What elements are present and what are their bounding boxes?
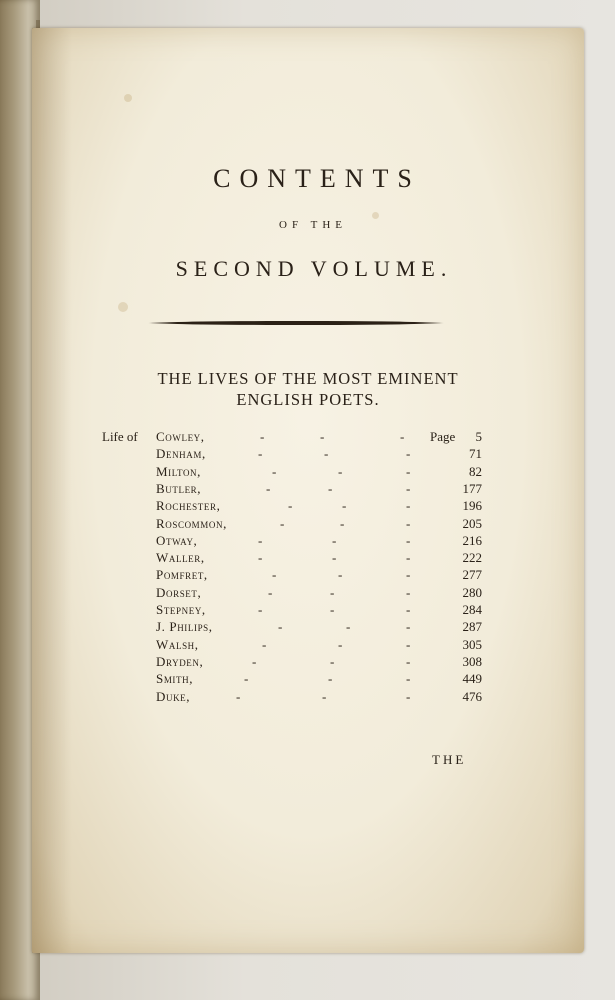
title-of-the: OF THE bbox=[279, 219, 347, 231]
toc-page-number: 196 bbox=[462, 498, 482, 514]
toc-row bbox=[32, 566, 584, 583]
toc-leader-dash: - bbox=[330, 584, 335, 600]
toc-leader-dash: - bbox=[338, 636, 343, 652]
toc-leader-dash: - bbox=[252, 653, 257, 669]
title-volume: SECOND VOLUME. bbox=[175, 256, 453, 281]
toc-leader-dash: - bbox=[268, 584, 273, 600]
toc-leader-dash: - bbox=[406, 653, 411, 669]
catchword: THE bbox=[432, 752, 467, 767]
toc-row bbox=[32, 636, 584, 653]
toc-page-number: 305 bbox=[462, 636, 482, 652]
toc-leader-dash: - bbox=[320, 429, 325, 444]
toc-row bbox=[32, 653, 584, 670]
toc-leader-dash: - bbox=[330, 602, 335, 617]
toc-leader-dash: - bbox=[406, 550, 411, 566]
toc-row bbox=[32, 515, 584, 532]
toc-leader-dash: - bbox=[406, 688, 411, 704]
toc-row bbox=[32, 463, 584, 480]
toc-leader-dash: - bbox=[236, 688, 241, 704]
toc-row bbox=[32, 445, 584, 462]
toc-entry-name: Otway, bbox=[156, 532, 198, 548]
toc-entry-name: Butler, bbox=[156, 480, 202, 496]
toc-leader-dash: - bbox=[406, 463, 411, 479]
toc-entry-name: Waller, bbox=[156, 550, 205, 566]
toc-leader-dash: - bbox=[342, 498, 347, 514]
toc-leader-dash: - bbox=[406, 515, 411, 531]
toc-page-number: 284 bbox=[462, 602, 482, 617]
toc-page-number: 5 bbox=[475, 429, 482, 444]
toc-row bbox=[32, 480, 584, 497]
toc-leader-dash: - bbox=[288, 498, 293, 514]
toc-page-number: 287 bbox=[462, 619, 482, 635]
toc-leader-dash: - bbox=[406, 671, 411, 687]
toc-entry-name: Denham, bbox=[156, 446, 206, 462]
toc-entry-name: Dryden, bbox=[156, 653, 204, 669]
toc-entry-name: Walsh, bbox=[156, 636, 199, 652]
toc-row bbox=[32, 670, 584, 687]
toc-leader-dash: - bbox=[266, 480, 271, 496]
toc-leader-dash: - bbox=[406, 498, 411, 514]
toc-page-number: 449 bbox=[462, 671, 482, 687]
toc-leader-dash: - bbox=[406, 584, 411, 600]
toc-leader-dash: - bbox=[406, 619, 411, 635]
toc-leader-dash: - bbox=[346, 619, 351, 635]
toc-leader-dash: - bbox=[258, 550, 263, 566]
toc-leader-dash: - bbox=[258, 602, 263, 617]
toc-leader-dash: - bbox=[244, 671, 249, 687]
toc-page-number: 277 bbox=[462, 567, 482, 583]
toc-page-number: 71 bbox=[469, 446, 482, 462]
toc-leader-dash: - bbox=[272, 567, 277, 583]
toc-entry-name: Dorset, bbox=[156, 584, 202, 600]
decorative-rule bbox=[148, 321, 444, 325]
toc-page-number: 280 bbox=[462, 584, 482, 600]
toc-leader-dash: - bbox=[340, 515, 345, 531]
section-heading-line-1: THE LIVES OF THE MOST EMINENT bbox=[157, 369, 459, 388]
toc-leader-dash: - bbox=[406, 446, 411, 462]
toc-leader-dash: - bbox=[406, 480, 411, 496]
toc-page-number: 308 bbox=[462, 653, 482, 669]
toc-leader-dash: - bbox=[280, 515, 285, 531]
toc-row bbox=[32, 497, 584, 514]
toc-entry-name: Smith, bbox=[156, 671, 194, 687]
toc-leader-dash: - bbox=[406, 567, 411, 583]
toc-leader-dash: - bbox=[258, 446, 263, 462]
toc-leader-dash: - bbox=[338, 463, 343, 479]
toc-row bbox=[32, 428, 584, 445]
toc-page-number: 222 bbox=[462, 550, 482, 566]
toc-leader-dash: - bbox=[406, 602, 411, 617]
section-heading-line-2: ENGLISH POETS. bbox=[236, 390, 380, 409]
toc-leader-dash: - bbox=[260, 429, 265, 444]
toc-row bbox=[32, 532, 584, 549]
toc-leader-dash: - bbox=[272, 463, 277, 479]
toc-row bbox=[32, 584, 584, 601]
toc-entry-name: Roscommon, bbox=[156, 515, 227, 531]
toc-leader-dash: - bbox=[400, 429, 405, 444]
toc-row bbox=[32, 618, 584, 635]
toc-page-label: Page bbox=[430, 429, 456, 444]
title-contents: CONTENTS bbox=[213, 164, 421, 193]
toc-leader-dash: - bbox=[258, 532, 263, 548]
toc-row bbox=[32, 549, 584, 566]
toc-entry-name: Milton, bbox=[156, 463, 202, 479]
toc-entry-name: Stepney, bbox=[156, 602, 206, 617]
toc-leader-dash: - bbox=[328, 671, 333, 687]
toc-prefix: Life of bbox=[102, 429, 138, 444]
toc-leader-dash: - bbox=[324, 446, 329, 462]
table-of-contents bbox=[32, 428, 584, 718]
toc-leader-dash: - bbox=[338, 567, 343, 583]
toc-leader-dash: - bbox=[330, 653, 335, 669]
toc-entry-name: Pomfret, bbox=[156, 567, 208, 583]
toc-row bbox=[32, 601, 584, 618]
toc-page-number: 216 bbox=[462, 532, 482, 548]
toc-leader-dash: - bbox=[278, 619, 283, 635]
toc-entry-name: Cowley, bbox=[156, 429, 205, 444]
toc-leader-dash: - bbox=[332, 532, 337, 548]
toc-page-number: 205 bbox=[462, 515, 482, 531]
toc-leader-dash: - bbox=[322, 688, 327, 704]
toc-leader-dash: - bbox=[406, 532, 411, 548]
toc-entry-name: Duke, bbox=[156, 688, 191, 704]
toc-row bbox=[32, 688, 584, 705]
toc-page-number: 476 bbox=[462, 688, 482, 704]
toc-page-number: 177 bbox=[462, 480, 482, 496]
toc-leader-dash: - bbox=[332, 550, 337, 566]
toc-page-number: 82 bbox=[469, 463, 482, 479]
toc-entry-name: Rochester, bbox=[156, 498, 221, 514]
toc-leader-dash: - bbox=[328, 480, 333, 496]
toc-leader-dash: - bbox=[262, 636, 267, 652]
toc-leader-dash: - bbox=[406, 636, 411, 652]
toc-entry-name: J. Philips, bbox=[156, 619, 213, 635]
